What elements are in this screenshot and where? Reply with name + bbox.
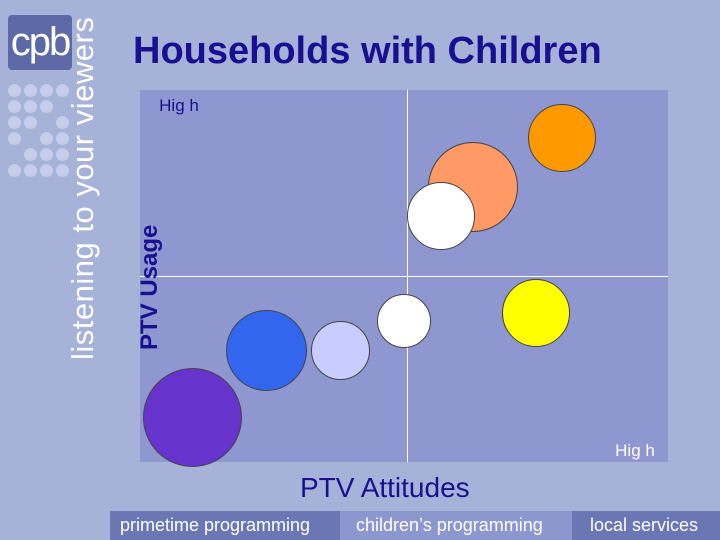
decorative-dot (8, 116, 21, 129)
tagline: listening to your viewers (65, 16, 100, 360)
decorative-dot (40, 164, 53, 177)
bubble-2 (226, 310, 307, 391)
nav-childrens-programming[interactable]: children’s programming (356, 515, 543, 535)
bubble-3 (311, 321, 370, 380)
quadrant-horizontal-line (140, 276, 668, 277)
decorative-dot (24, 116, 37, 129)
logo: cpb (10, 20, 70, 64)
bubble-1 (143, 368, 242, 467)
bubble-5 (502, 279, 570, 347)
footer-nav (110, 511, 720, 540)
x-high-label: Hig h (615, 441, 655, 460)
decorative-dot (40, 148, 53, 161)
sidebar (0, 0, 110, 540)
nav-local-services[interactable]: local services (590, 515, 699, 535)
y-axis-label: PTV Usage (136, 224, 163, 350)
bubble-8 (528, 104, 596, 172)
nav-primetime-programming[interactable]: primetime programming (120, 515, 311, 535)
decorative-dot (40, 84, 53, 97)
decorative-dot (40, 100, 53, 113)
y-high-label: Hig h (159, 96, 199, 115)
page-title: Households with Children (133, 30, 602, 72)
x-axis-label: PTV Attitudes (300, 472, 470, 503)
decorative-dot (40, 132, 53, 145)
decorative-dot (24, 164, 37, 177)
decorative-dot (8, 100, 21, 113)
decorative-dot (24, 100, 37, 113)
decorative-dot (8, 132, 21, 145)
decorative-dot (8, 84, 21, 97)
dot-pattern (8, 84, 72, 184)
decorative-dot (8, 164, 21, 177)
bubble-7 (407, 182, 475, 250)
bubble-4 (377, 294, 431, 348)
bubble-plot-area (140, 90, 668, 462)
decorative-dot (24, 148, 37, 161)
decorative-dot (24, 84, 37, 97)
